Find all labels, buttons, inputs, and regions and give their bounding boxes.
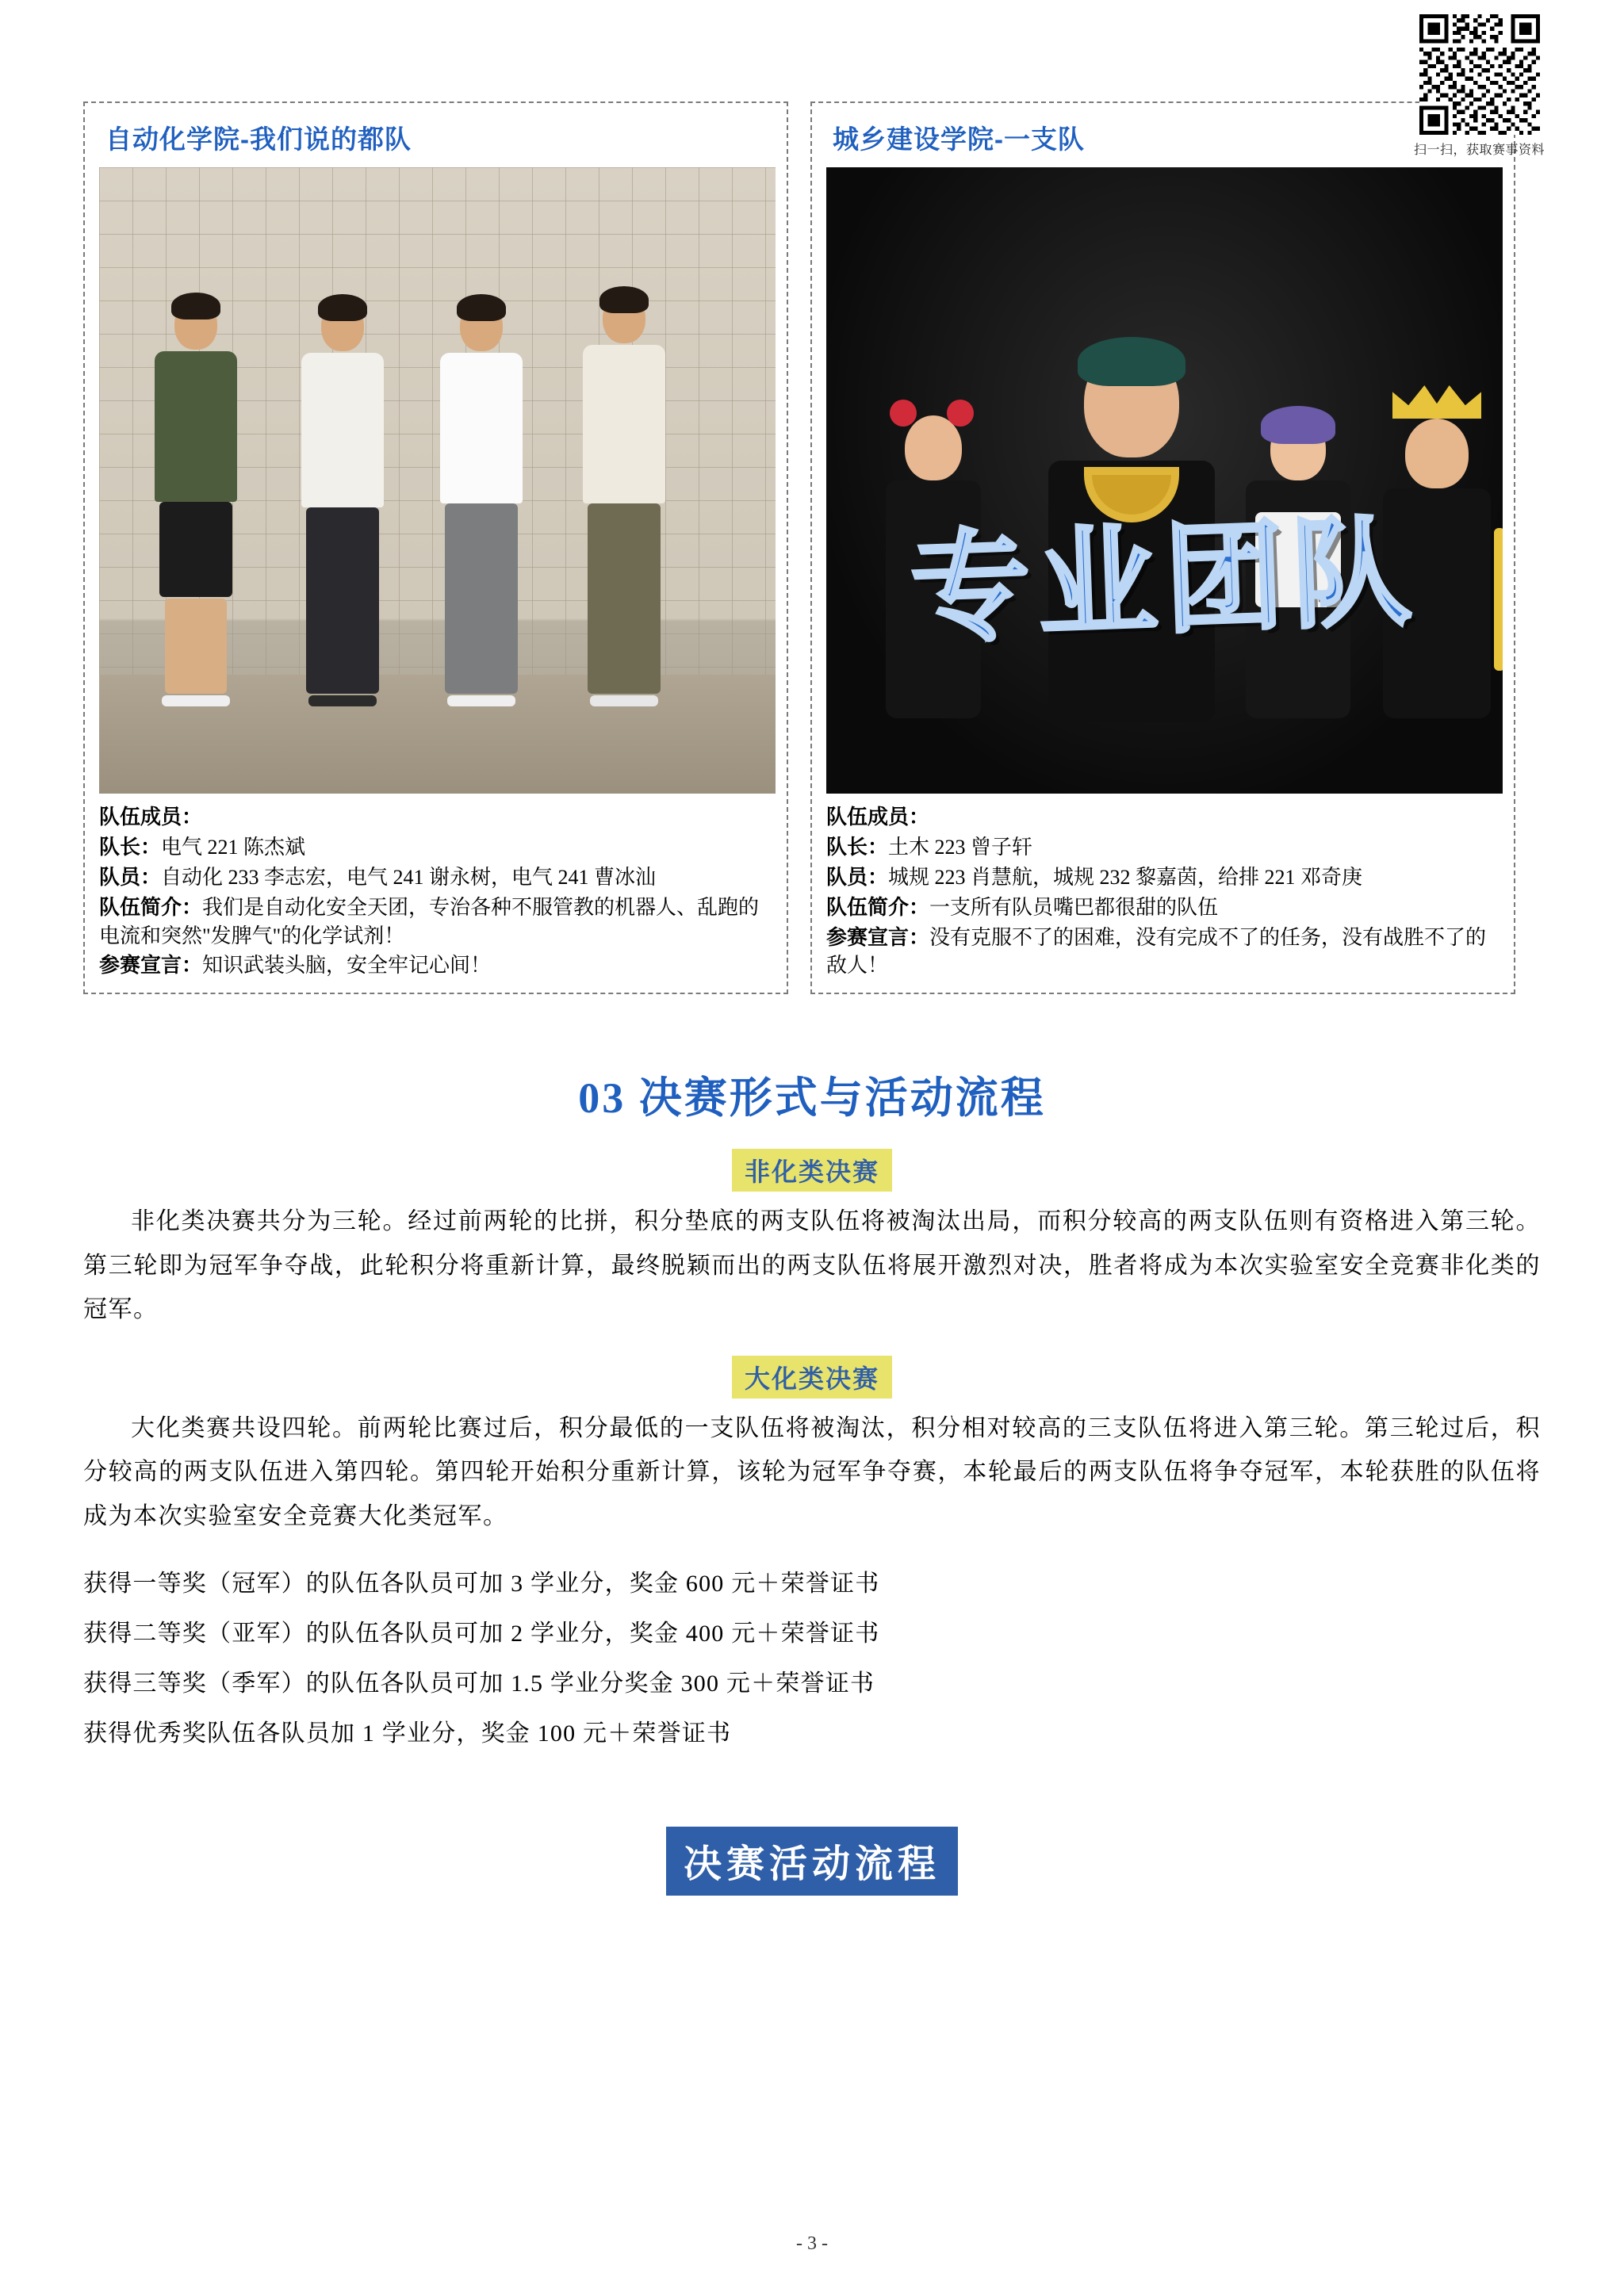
team-info-label: 参赛宣言： <box>826 925 930 949</box>
award-item: 获得优秀奖队伍各队员加 1 学业分，奖金 100 元＋荣誉证书 <box>83 1720 732 1747</box>
team-info-label: 队伍成员： <box>826 806 930 828</box>
team-info <box>99 803 772 980</box>
team-info-value: 一支所有队员嘴巴都很甜的队伍 <box>929 895 1219 919</box>
qr-caption: 扫一扫，获取赛事资料 <box>1414 144 1545 157</box>
photo-person <box>301 300 384 706</box>
badge-chem: 大化类决赛 <box>732 1356 892 1399</box>
team-info-row <box>99 833 772 862</box>
team-info-row <box>99 894 772 951</box>
qr-code-icon <box>1419 14 1540 135</box>
photo-person <box>155 299 237 706</box>
team-info-label: 参赛宣言： <box>99 954 203 978</box>
team-info-row <box>826 833 1500 862</box>
team-title: 自动化学院-我们说的都队 <box>105 124 412 154</box>
team-info-label: 队伍简介： <box>826 895 930 919</box>
awards-list <box>83 1559 1541 1758</box>
team-photo <box>826 167 1503 794</box>
team-info-label: 队员： <box>99 865 162 889</box>
team-info-value: 城规 223 肖慧航，城规 232 黎嘉茵，给排 221 邓奇庚 <box>888 865 1363 889</box>
photo-person <box>583 293 665 706</box>
team-info-row <box>826 863 1500 892</box>
poster-headline: 专业团队 <box>909 504 1421 656</box>
team-info-label: 队员： <box>826 865 889 889</box>
award-item: 获得三等奖（季军）的队伍各队员可加 1.5 学业分奖金 300 元＋荣誉证书 <box>83 1670 875 1697</box>
team-info-value: 电气 221 陈杰斌 <box>161 835 306 859</box>
team-info-value: 知识武装头脑，安全牢记心间！ <box>202 954 492 978</box>
team-info-label: 队伍简介： <box>99 895 203 919</box>
team-info-row <box>826 803 1500 832</box>
team-info-value: 我们是自动化安全天团，专治各种不服管教的机器人、乱跑的电流和突然"发脾气"的化学试剂！ <box>99 895 760 947</box>
page-number: - 3 - <box>796 2233 828 2254</box>
team-info-value: 自动化 233 李志宏，电气 241 谢永树，电气 241 曹冰汕 <box>161 865 657 889</box>
team-info-label: 队长： <box>99 835 162 859</box>
team-info <box>826 803 1500 980</box>
team-info-row <box>99 951 772 980</box>
team-info-value: 没有克服不了的困难，没有完成不了的任务，没有战胜不了的敌人！ <box>826 925 1487 978</box>
team-info-label: 队长： <box>826 835 889 859</box>
team-info-value: 土木 223 曾子轩 <box>888 835 1033 859</box>
award-item: 获得二等奖（亚军）的队伍各队员可加 2 学业分，奖金 400 元＋荣誉证书 <box>83 1621 880 1647</box>
team-info-row <box>826 894 1500 922</box>
qr-block <box>1414 14 1545 158</box>
flow-title: 决赛活动流程 <box>666 1827 958 1896</box>
team-info-row <box>99 803 772 832</box>
paragraph-nonchem: 非化类决赛共分为三轮。经过前两轮的比拼，积分垫底的两支队伍将被淘汰出局，而积分较高的两支队伍则有资格进入第三轮。第三轮即为冠军争夺战，此轮积分将重新计算，最终脱颖而出的两支队伍将展开激烈对决，胜者将成为本次实验室安全竞赛非化类的冠军。 <box>83 1208 1541 1323</box>
team-card <box>810 101 1515 994</box>
team-info-row <box>826 924 1500 981</box>
paragraph-chem: 大化类赛共设四轮。前两轮比赛过后，积分最低的一支队伍将被淘汰，积分相对较高的三支队伍将进入第三轮。第三轮过后，积分较高的两支队伍进入第四轮。第四轮开始积分重新计算，该轮为冠军争夺赛，本轮最后的两支队伍将争夺冠军，本轮获胜的队伍将成为本次实验室安全竞赛大化类冠军。 <box>83 1414 1541 1529</box>
teams-row <box>83 0 1541 994</box>
award-item: 获得一等奖（冠军）的队伍各队员可加 3 学业分，奖金 600 元＋荣誉证书 <box>83 1571 880 1598</box>
team-info-label: 队伍成员： <box>99 806 203 828</box>
section-heading: 03 决赛形式与活动流程 <box>578 1074 1046 1123</box>
team-card <box>83 101 788 994</box>
badge-nonchem: 非化类决赛 <box>732 1149 892 1192</box>
team-photo <box>99 167 776 794</box>
team-info-row <box>99 863 772 892</box>
photo-person <box>440 300 523 706</box>
team-title: 城乡建设学院-一支队 <box>833 124 1085 154</box>
